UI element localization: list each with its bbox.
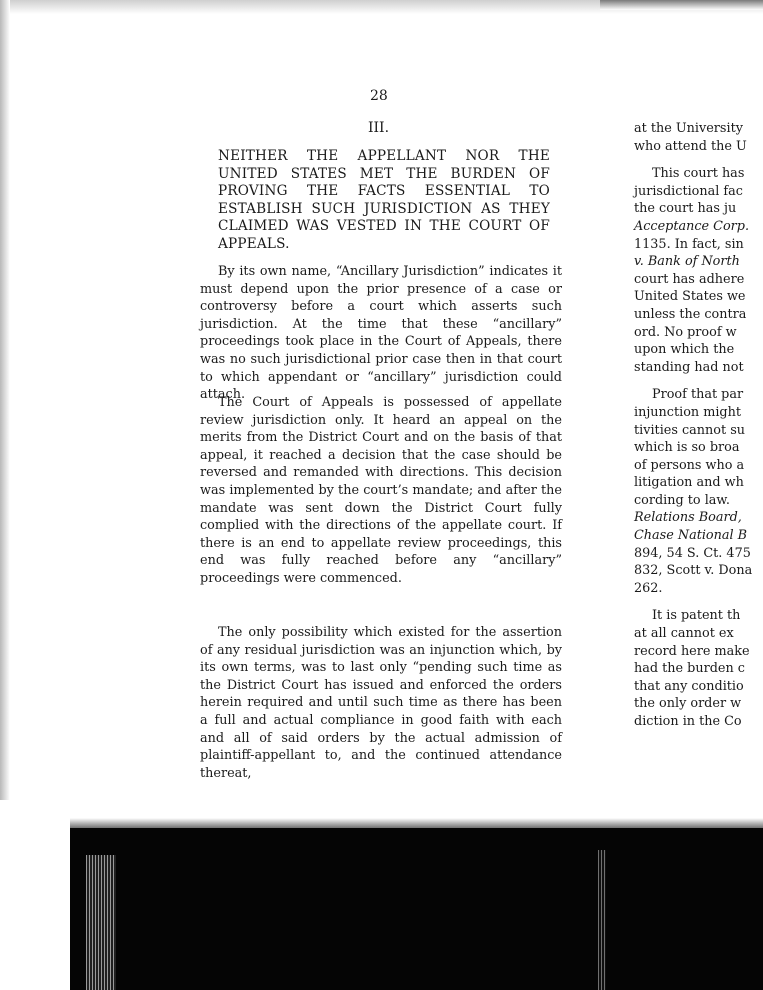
right-column-line: United States we (634, 289, 746, 305)
right-column-line: Relations Board, (634, 510, 742, 526)
right-column-line: upon which the (634, 342, 735, 358)
right-column-line: ord. No proof w (634, 324, 737, 340)
right-column-line: Chase National B (634, 528, 748, 544)
scan-bottom-dark-area (70, 828, 763, 990)
right-column-line: the only order w (634, 696, 742, 712)
right-column-line: had the burden c (634, 661, 745, 677)
scan-bottom-stripes (86, 855, 116, 990)
right-column-line: which is so broa (634, 440, 740, 456)
right-column-line: Proof that par (652, 387, 744, 403)
right-column-line: who attend the U (634, 138, 747, 154)
right-column-line: the court has ju (634, 201, 737, 217)
right-column-line: that any conditio (634, 678, 744, 694)
right-column-line: tivities cannot su (634, 422, 746, 438)
right-column-line: 262. (634, 580, 663, 596)
paragraph-appellate-review: The Court of Appeals is possessed of appellate review jurisdiction only. It heard an appeal on the merits from the District Court and on the basis of that appeal, it reached a decision that the case should be reversed and remanded with directions. This decision was implemented by the court’s mandate; and after the mandate was sent down the District Court fully complied with the directions of the appellate court. If there is an end to appellate review proceedings, this end was fully reached before any “ancillary” proceedings were commenced. (200, 395, 562, 586)
right-column-gap (634, 376, 763, 386)
right-column-line: of persons who a (634, 457, 745, 473)
right-column-line: It is patent th (652, 608, 741, 624)
right-column-line: This court has (652, 166, 745, 182)
right-column-gap (634, 597, 763, 607)
right-column-line: cording to law. (634, 492, 730, 508)
right-column-line: jurisdictional fac (634, 183, 743, 199)
right-column-gap (634, 155, 763, 165)
paragraph-ancillary-jurisdiction: By its own name, “Ancillary Jurisdiction” indicates it must depend upon the prior presence of a case or controversy before a court which asserts such jurisdiction. At the time that these “ancillary” proceedings took place in the Court of Appeals, there was no such jurisdictional prior case then in that court to which appendant or “ancillary” jurisdiction could attach. (200, 264, 562, 403)
right-column-line: unless the contra (634, 306, 747, 322)
scan-left-edge (0, 0, 10, 800)
right-column-line: 1135. In fact, sin (634, 236, 744, 252)
scan-bottom-stripes-right (598, 850, 606, 990)
section-numeral: III. (368, 120, 390, 136)
right-column-line: Acceptance Corp. (634, 218, 750, 234)
paragraph-residual-jurisdiction: The only possibility which existed for the assertion of any residual jurisdiction was an injunction which, by its own terms, was to last only “pending such time as the District Court has issued and enforced the orders herein required and until such time as there has been a full and actual compliance in good faith with each and all of said orders by the actual admission of plaintiff-appellant to, and the continued attendance thereat, (200, 625, 562, 781)
right-column-line: litigation and wh (634, 475, 744, 491)
right-column-line: 832, Scott v. Dona (634, 563, 753, 579)
right-column-line: at the University (634, 121, 743, 136)
right-column-line: 894, 54 S. Ct. 475 (634, 545, 751, 561)
section-heading: NEITHER THE APPELLANT NOR THE UNITED STATES MET THE BURDEN OF PROVING THE FACTS ESSENTIAL TO ESTABLISH SUCH JURISDICTION AS THEY CLAIMED WAS VESTED IN THE COURT OF APPEALS. (218, 148, 550, 252)
right-column-line: at all cannot ex (634, 626, 734, 642)
right-column-line: diction in the Co (634, 714, 742, 729)
right-column-line: injunction might (634, 404, 742, 420)
right-column-line: v. Bank of North (634, 254, 740, 270)
right-column-line: record here make (634, 643, 750, 659)
page-number: 28 (370, 88, 388, 104)
right-column-cropped-text (634, 120, 763, 731)
scan-right-edge (600, 0, 763, 10)
right-column-line: standing had not (634, 359, 744, 375)
right-column-line: court has adhere (634, 271, 745, 287)
